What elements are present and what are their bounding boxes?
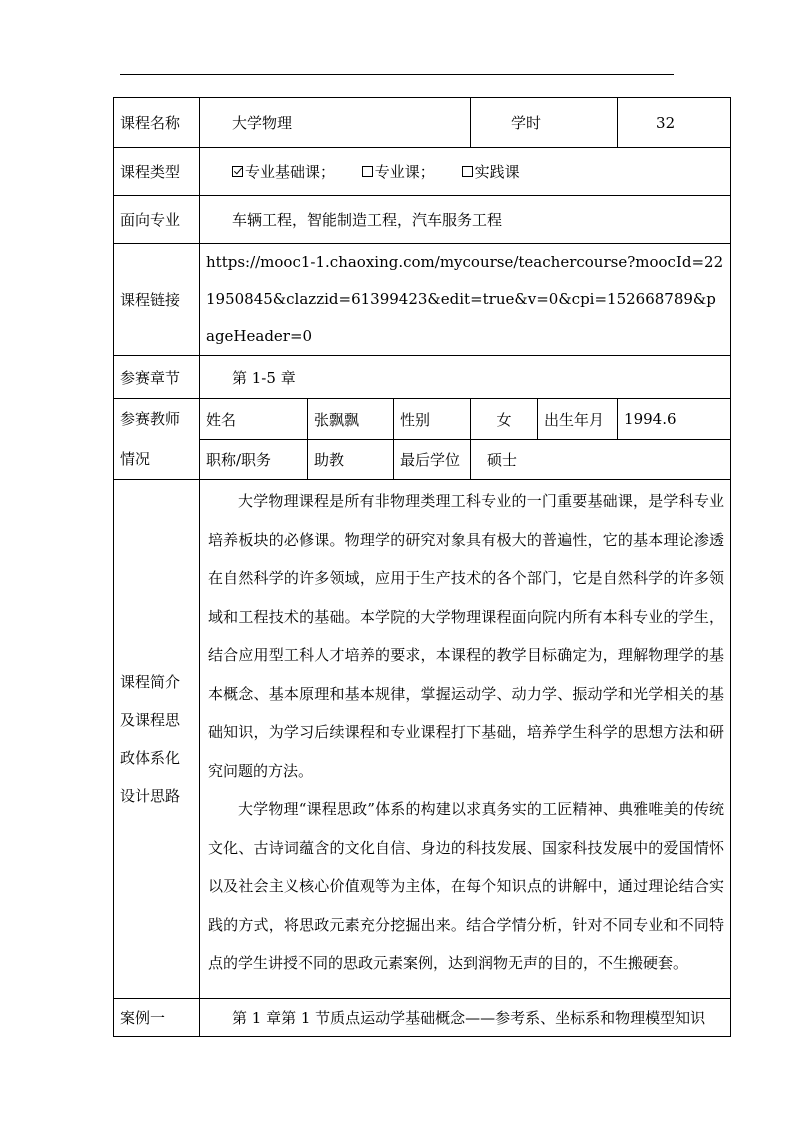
row-course-type — [114, 148, 731, 196]
teacher-title-label: 职称/职务 — [200, 440, 308, 480]
course-form-table — [113, 97, 731, 1037]
row-chapter — [114, 356, 731, 399]
checkbox-checked-icon[interactable] — [232, 166, 243, 177]
course-type-options — [200, 148, 731, 196]
course-link-label: 课程链接 — [114, 244, 200, 356]
course-link-value[interactable]: https://mooc1-1.chaoxing.com/mycourse/teachercourse?moocId=221950845&clazzid=61399423&edit=true&v=0&cpi=152668789&pageHeader=0 — [200, 244, 731, 356]
intro-paragraph: 大学物理“课程思政”体系的构建以求真务实的工匠精神、典雅唯美的传统文化、古诗词蕴含的文化自信、身边的科技发展、国家科技发展中的爱国情怀以及社会主义核心价值观等为主体，在每个知识点的讲解中，通过理论结合实践的方式，将思政元素充分挖掘出来。结合学情分析，针对不同专业和不同特点的学生讲授不同的思政元素案例，达到润物无声的目的，不生搬硬套。 — [208, 800, 725, 972]
teacher-name-value: 张飘飘 — [308, 399, 394, 440]
teacher-degree-value: 硕士 — [471, 440, 731, 480]
checkbox-empty-icon[interactable] — [362, 166, 373, 177]
case-1-label: 案例一 — [114, 999, 200, 1037]
teacher-title-value: 助教 — [308, 440, 394, 480]
course-type-label: 课程类型 — [114, 148, 200, 196]
intro-label-line: 课程简介 — [120, 673, 181, 691]
type-option-basic[interactable]: 专业基础课； — [232, 163, 335, 181]
row-teacher-2 — [114, 440, 731, 480]
row-teacher-1 — [114, 399, 731, 440]
row-case-1 — [114, 999, 731, 1037]
type-option-practice[interactable]: 实践课 — [462, 163, 520, 181]
row-course-name — [114, 98, 731, 148]
type-option-major[interactable]: 专业课； — [362, 163, 435, 181]
chapter-value: 第 1-5 章 — [200, 356, 731, 399]
chapter-label: 参赛章节 — [114, 356, 200, 399]
course-name-label: 课程名称 — [114, 98, 200, 148]
major-value: 车辆工程，智能制造工程，汽车服务工程 — [200, 196, 731, 244]
row-intro — [114, 480, 731, 999]
intro-content — [200, 480, 731, 999]
teacher-degree-label: 最后学位 — [394, 440, 471, 480]
major-label: 面向专业 — [114, 196, 200, 244]
intro-label — [114, 480, 200, 999]
course-name-value: 大学物理 — [200, 98, 471, 148]
checkbox-empty-icon[interactable] — [462, 166, 473, 177]
hours-label: 学时 — [471, 98, 618, 148]
row-major — [114, 196, 731, 244]
teacher-birth-value: 1994.6 — [618, 399, 731, 440]
teacher-section-label-line2: 情况 — [120, 450, 151, 468]
teacher-birth-label: 出生年月 — [538, 399, 618, 440]
teacher-section-label-line1: 参赛教师 — [120, 410, 181, 428]
intro-paragraph: 大学物理课程是所有非物理类理工科专业的一门重要基础课，是学科专业培养板块的必修课。物理学的研究对象具有极大的普遍性，它的基本理论渗透在自然科学的许多领域，应用于生产技术的各个部门，它是自然科学的许多领域和工程技术的基础。本学院的大学物理课程面向院内所有本科专业的学生，结合应用型工科人才培养的要求，本课程的教学目标确定为，理解物理学的基本概念、基本原理和基本规律，掌握运动学、动力学、振动学和光学相关的基础知识，为学习后续课程和专业课程打下基础，培养学生科学的思想方法和研究问题的方法。 — [208, 492, 725, 780]
row-course-link — [114, 244, 731, 356]
intro-label-line: 政体系化 — [120, 749, 181, 767]
case-1-value: 第 1 章第 1 节质点运动学基础概念——参考系、坐标系和物理模型知识 — [200, 999, 731, 1037]
teacher-gender-label: 性别 — [394, 399, 471, 440]
teacher-section-label — [114, 399, 200, 480]
header-rule — [120, 74, 674, 75]
teacher-gender-value: 女 — [471, 399, 538, 440]
intro-label-line: 设计思路 — [120, 787, 181, 805]
hours-value: 32 — [618, 98, 731, 148]
teacher-name-label: 姓名 — [200, 399, 308, 440]
intro-label-line: 及课程思 — [120, 711, 181, 729]
